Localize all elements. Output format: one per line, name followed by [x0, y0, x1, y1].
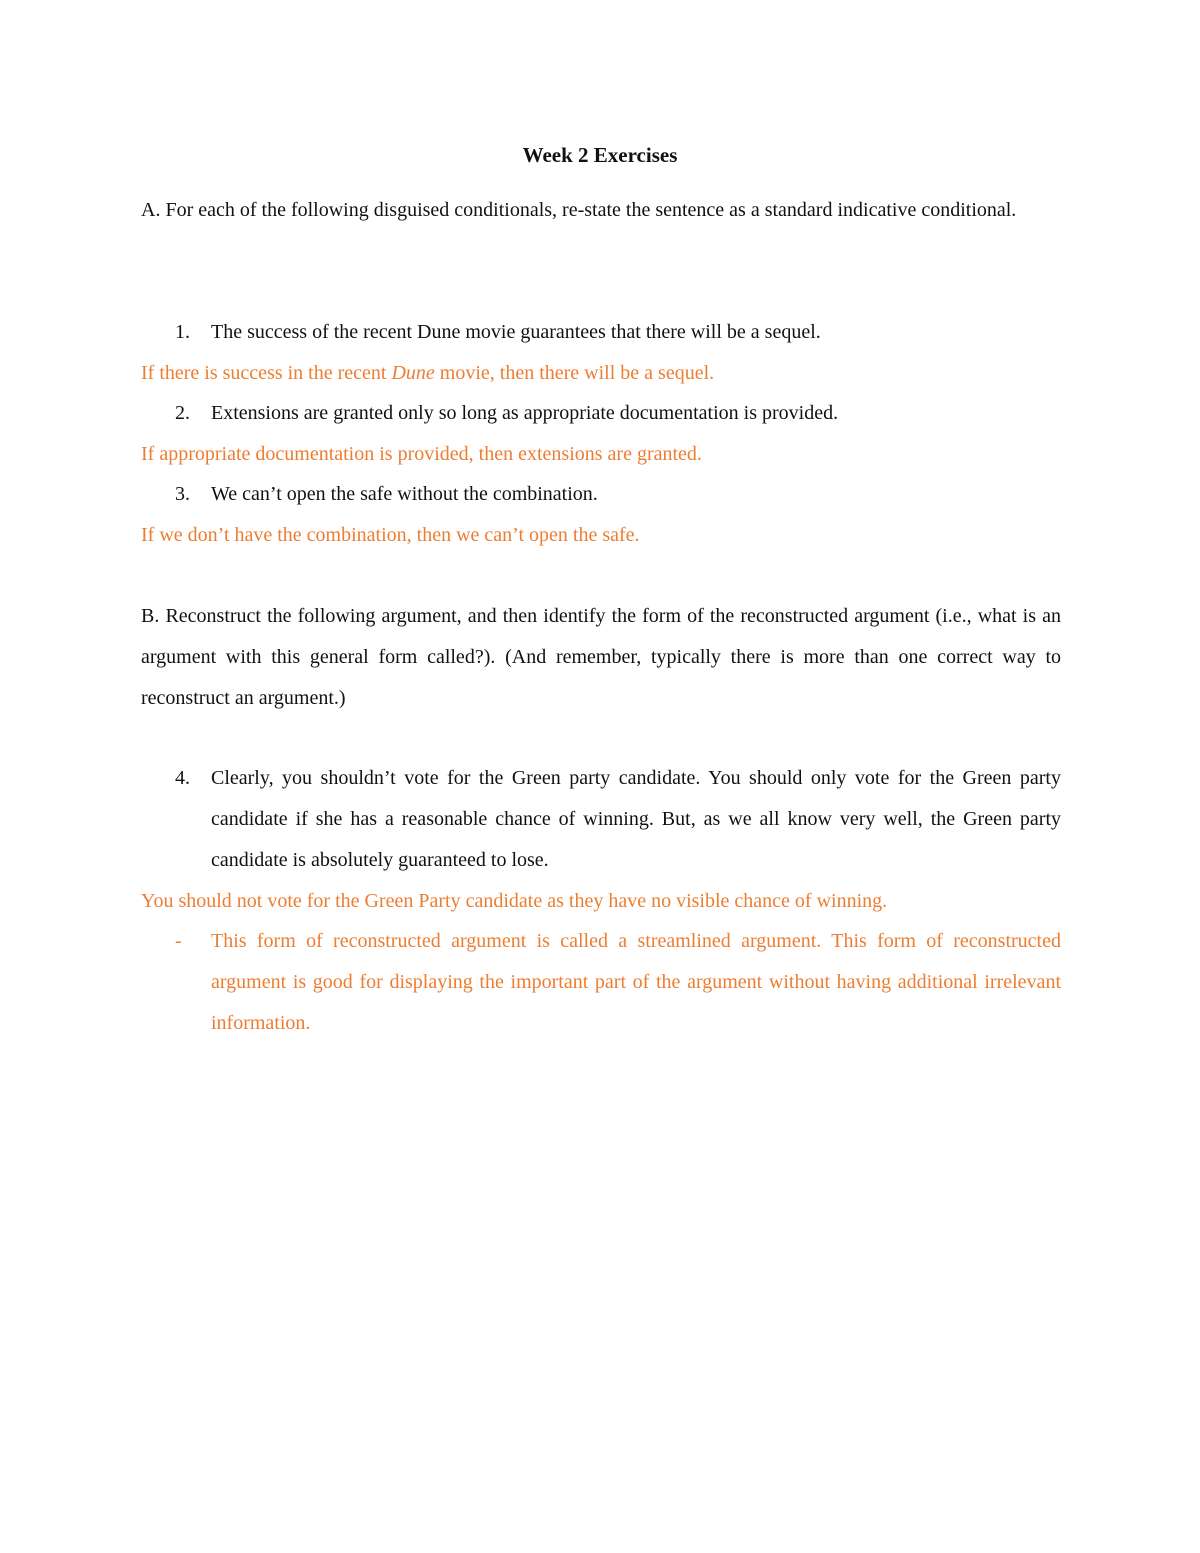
question-number: 3. — [175, 483, 190, 505]
answer-text-part: If there is success in the recent — [141, 362, 392, 384]
answer-2: If appropriate documentation is provided, then extensions are granted. — [141, 443, 702, 465]
answer-3: If we don’t have the combination, then we can’t open the safe. — [141, 524, 640, 546]
bullet-dash: - — [175, 930, 182, 952]
question-text: The success of the recent Dune movie guarantees that there will be a sequel. — [211, 321, 821, 343]
answer-4: You should not vote for the Green Party candidate as they have no visible chance of winning. — [141, 890, 888, 912]
bullet-text: This form of reconstructed argument is called a streamlined argument. This form of reconstructed argument is good for displaying the important part of the argument without having additional irrelevant information. — [211, 930, 1061, 1034]
question-number: 1. — [175, 321, 190, 343]
section-b-intro: B. Reconstruct the following argument, and then identify the form of the reconstructed argument (i.e., what is an argument with this general form called?). (And remember, typically there is more than one correct way to reconstruct an argument.) — [141, 605, 1061, 709]
question-text: Clearly, you shouldn’t vote for the Green party candidate. You should only vote for the Green party candidate if she has a reasonable chance of winning. But, as we all know very well, the Green party candidate is absolutely guaranteed to lose. — [211, 767, 1061, 871]
answer-italic-title: Dune — [391, 362, 435, 384]
question-text: We can’t open the safe without the combination. — [211, 483, 598, 505]
answer-text-part: movie, then there will be a sequel. — [434, 362, 715, 384]
page-title: Week 2 Exercises — [522, 143, 678, 167]
question-number: 4. — [175, 767, 190, 789]
question-number: 2. — [175, 402, 190, 424]
question-text: Extensions are granted only so long as appropriate documentation is provided. — [211, 402, 839, 424]
section-a-intro: A. For each of the following disguised conditionals, re-state the sentence as a standard indicative conditional. — [141, 199, 1017, 221]
answer-1 — [141, 358, 714, 388]
